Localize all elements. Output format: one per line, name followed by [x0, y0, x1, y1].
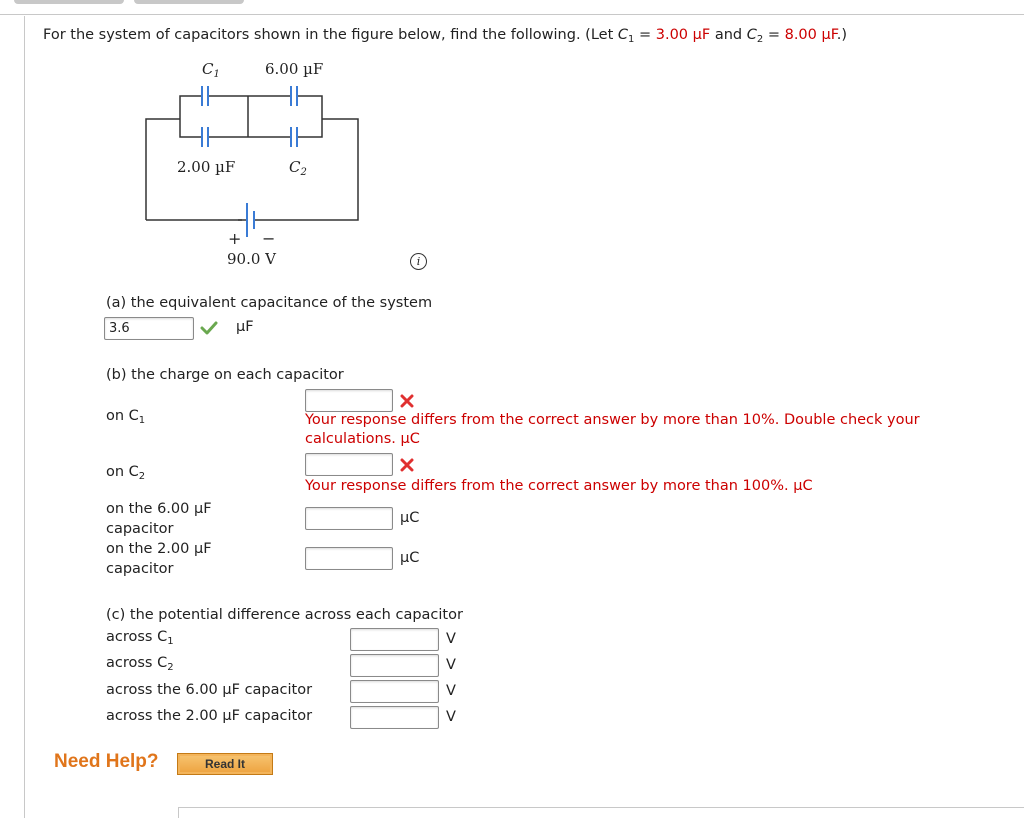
part-b-2uf-label-1: on the 2.00 µF	[106, 541, 212, 557]
part-b-2uf-input[interactable]	[305, 547, 393, 570]
part-c-c1-unit: V	[446, 631, 456, 647]
frame-tab-left	[14, 0, 124, 4]
part-b-c1-label: on $C_1$	[106, 408, 146, 426]
battery-voltage-label: 90.0 V	[227, 250, 276, 268]
c2-symbol: C	[746, 27, 757, 43]
part-b-c1-feedback: Your response differs from the correct answer by more than 10%. Double check your	[305, 412, 920, 428]
part-c-c2-label: across $C_2$	[106, 655, 174, 673]
part-c-2uf-unit: V	[446, 709, 456, 725]
part-b-6uf-unit: µC	[400, 510, 420, 526]
part-a-input[interactable]	[104, 317, 194, 340]
part-b-2uf-unit: µC	[400, 550, 420, 566]
check-icon	[200, 320, 218, 336]
battery-minus-sign: −	[262, 229, 276, 248]
part-b-c2-input[interactable]	[305, 453, 393, 476]
problem-statement	[43, 27, 847, 43]
c1-given-value: 3.00 µF	[655, 27, 711, 43]
info-icon-glyph: i	[416, 255, 421, 268]
bottom-panel-top-edge	[178, 807, 1024, 808]
figure-label-2uf: 2.00 µF	[177, 158, 236, 176]
part-c-6uf-unit: V	[446, 683, 456, 699]
part-c-prompt: (c) the potential difference across each capacitor	[106, 607, 463, 623]
battery-plus-sign: +	[228, 229, 242, 248]
circuit-diagram	[130, 55, 380, 275]
figure-label-6uf: 6.00 µF	[265, 60, 324, 78]
part-b-c2-label: on $C_2$	[106, 464, 146, 482]
x-icon	[400, 394, 414, 408]
c2-given-value: 8.00 µF	[784, 27, 837, 43]
part-b-c2-feedback: Your response differs from the correct answer by more than 100%. µC	[305, 478, 813, 494]
top-frame	[0, 0, 1024, 16]
part-b-6uf-label-2: capacitor	[106, 521, 174, 537]
part-a-unit: µF	[236, 319, 254, 335]
part-b-6uf-input[interactable]	[305, 507, 393, 530]
problem-intro: For the system of capacitors shown in the figure below, find the following. (Let	[43, 27, 618, 43]
part-c-2uf-label: across the 2.00 µF capacitor	[106, 708, 313, 724]
frame-tab-right	[134, 0, 244, 4]
info-icon[interactable]	[410, 253, 427, 270]
figure-label-c2: $C_2$	[289, 158, 307, 178]
and-text: and	[710, 27, 747, 43]
part-c-2uf-input[interactable]	[350, 706, 439, 729]
part-b-2uf-label-2: capacitor	[106, 561, 174, 577]
c1-subscript: 1	[628, 34, 635, 45]
left-border	[24, 16, 25, 818]
x-icon	[400, 458, 414, 472]
part-c-c1-input[interactable]	[350, 628, 439, 651]
part-b-prompt: (b) the charge on each capacitor	[106, 367, 344, 383]
figure-label-c1: $C_1$	[202, 60, 220, 80]
c1-symbol: C	[617, 27, 628, 43]
part-b-c1-input[interactable]	[305, 389, 393, 412]
part-c-6uf-input[interactable]	[350, 680, 439, 703]
equals-sign-2: =	[763, 27, 785, 43]
frame-divider	[0, 14, 1024, 15]
bottom-panel-left-edge	[178, 807, 179, 818]
capacitor-plates	[202, 86, 297, 147]
read-it-button[interactable]: Read It	[177, 753, 273, 775]
problem-close: .)	[836, 27, 848, 43]
need-help-label: Need Help?	[54, 751, 159, 772]
part-c-c2-input[interactable]	[350, 654, 439, 677]
part-a-prompt: (a) the equivalent capacitance of the system	[106, 295, 433, 311]
c2-subscript: 2	[756, 34, 764, 45]
part-c-c1-label: across $C_1$	[106, 629, 174, 647]
equals-sign: =	[634, 27, 656, 43]
part-b-6uf-label-1: on the 6.00 µF	[106, 501, 212, 517]
part-c-c2-unit: V	[446, 657, 456, 673]
part-c-6uf-label: across the 6.00 µF capacitor	[106, 682, 313, 698]
part-b-c1-feedback-2: calculations. µC	[305, 431, 420, 447]
